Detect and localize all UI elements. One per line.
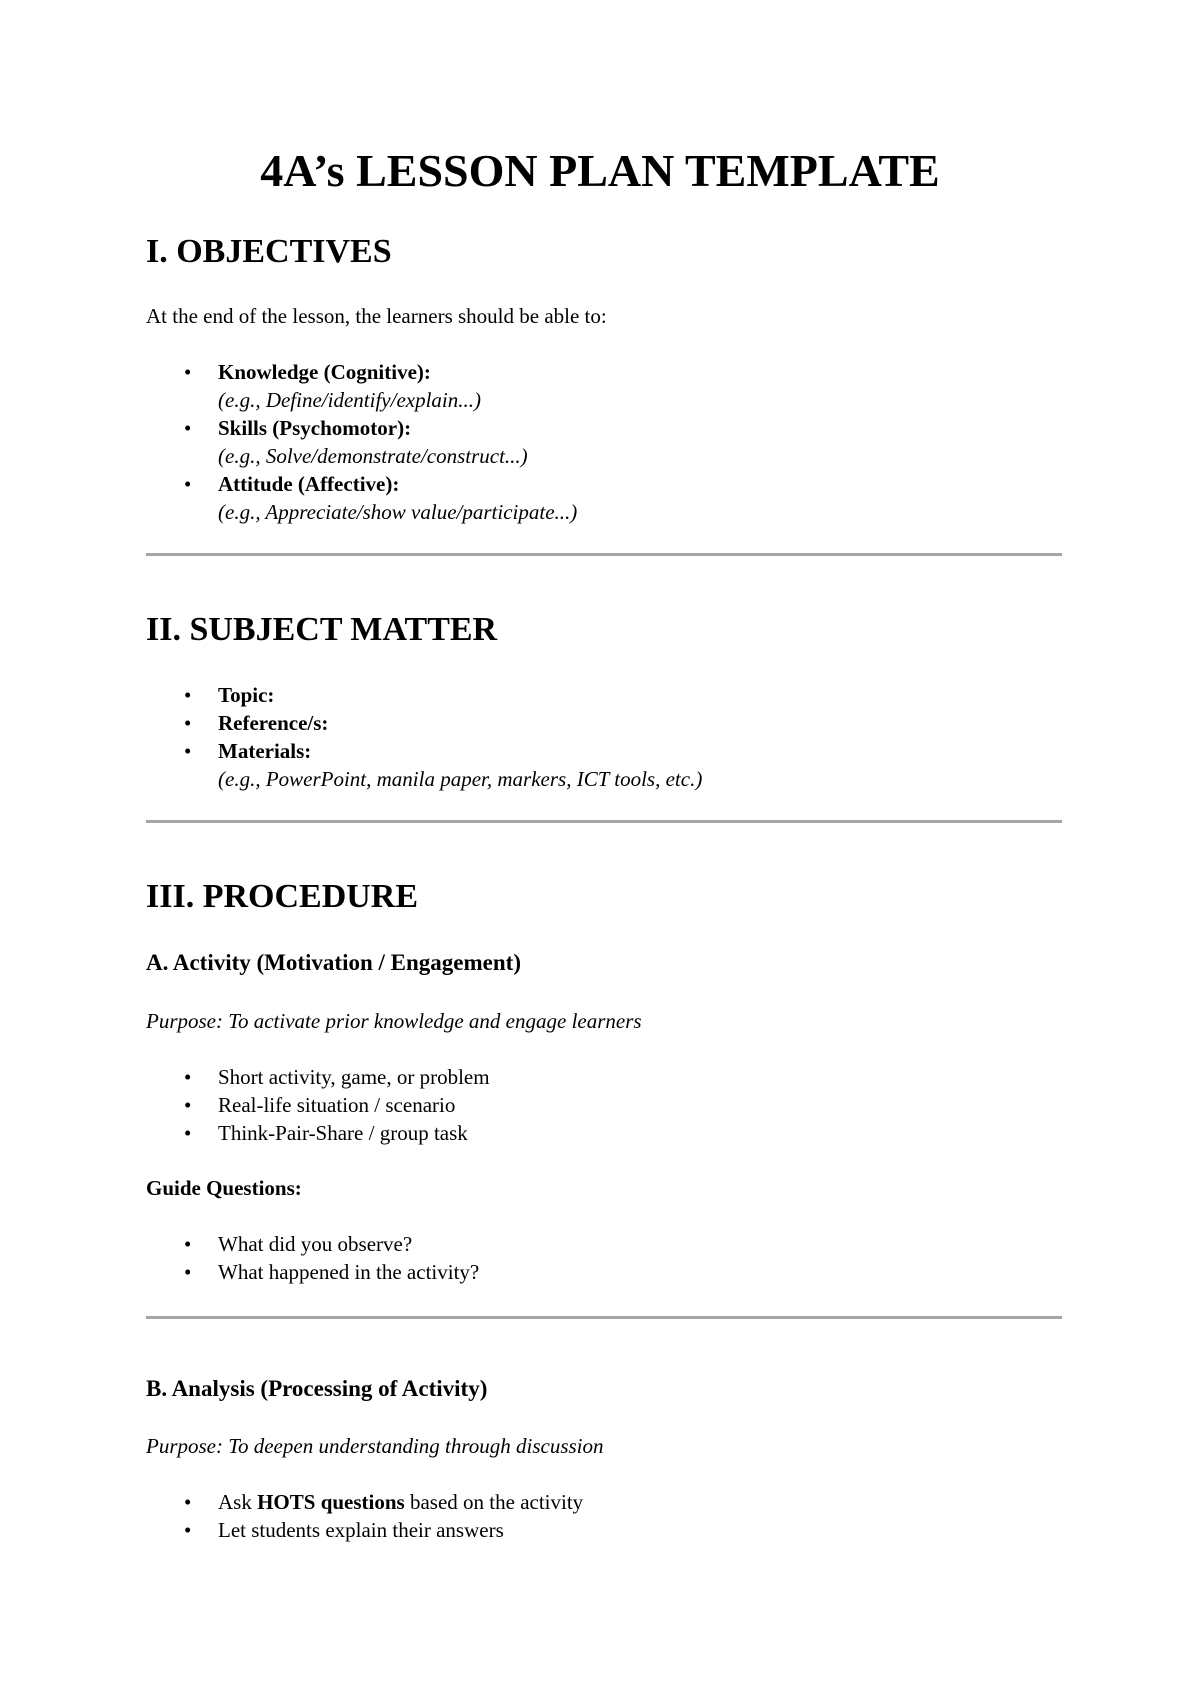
activity-item <box>146 1091 1066 1119</box>
analysis-item-text-post: based on the activity <box>404 1490 584 1514</box>
subject-label: Materials: <box>218 739 312 763</box>
guide-questions-label: Guide Questions: <box>146 1176 302 1200</box>
objective-label: Skills (Psychomotor): <box>218 416 412 440</box>
bullet-icon: • <box>184 1232 192 1256</box>
procedure-heading: III. PROCEDURE <box>146 878 419 915</box>
analysis-purpose: Purpose: To deepen understanding through discussion <box>146 1434 604 1458</box>
subject-label: Topic: <box>218 683 275 707</box>
section-divider <box>146 553 1062 556</box>
bullet-icon: • <box>184 1121 192 1145</box>
analysis-heading: B. Analysis (Processing of Activity) <box>146 1376 488 1401</box>
objective-item-knowledge <box>146 358 1066 414</box>
bullet-icon: • <box>184 739 192 763</box>
bullet-icon: • <box>184 360 192 384</box>
bullet-icon: • <box>184 683 192 707</box>
objective-label: Attitude (Affective): <box>218 472 400 496</box>
guide-question-item <box>146 1258 1066 1286</box>
objective-item-skills <box>146 414 1066 470</box>
objective-example: (e.g., Define/identify/explain...) <box>218 388 481 412</box>
bullet-icon: • <box>184 1490 192 1514</box>
activity-purpose: Purpose: To activate prior knowledge and engage learners <box>146 1009 642 1033</box>
activity-item-text: Think-Pair-Share / group task <box>218 1121 468 1145</box>
activity-item <box>146 1119 1066 1147</box>
objective-label: Knowledge (Cognitive): <box>218 360 431 384</box>
activity-item-text: Real-life situation / scenario <box>218 1093 456 1117</box>
bullet-icon: • <box>184 1065 192 1089</box>
activity-item <box>146 1063 1066 1091</box>
guide-question-item <box>146 1230 1066 1258</box>
objective-example: (e.g., Solve/demonstrate/construct...) <box>218 444 528 468</box>
subject-item-topic <box>146 681 1066 709</box>
guide-question-text: What did you observe? <box>218 1232 413 1256</box>
subject-item-materials <box>146 737 1066 793</box>
bullet-icon: • <box>184 472 192 496</box>
objectives-heading: I. OBJECTIVES <box>146 233 392 270</box>
section-divider <box>146 1316 1062 1319</box>
objectives-list <box>146 358 1066 526</box>
analysis-list <box>146 1488 1066 1544</box>
analysis-item <box>146 1488 1066 1516</box>
subject-matter-heading: II. SUBJECT MATTER <box>146 611 498 648</box>
document-title: 4A’s LESSON PLAN TEMPLATE <box>260 145 940 196</box>
activity-list <box>146 1063 1066 1147</box>
section-divider <box>146 820 1062 823</box>
subject-label: Reference/s: <box>218 711 329 735</box>
objectives-intro: At the end of the lesson, the learners should be able to: <box>146 304 607 328</box>
bullet-icon: • <box>184 1093 192 1117</box>
guide-questions-list <box>146 1230 1066 1286</box>
subject-item-references <box>146 709 1066 737</box>
activity-heading: A. Activity (Motivation / Engagement) <box>146 950 521 975</box>
analysis-item-text-bold: HOTS questions <box>257 1490 405 1514</box>
activity-item-text: Short activity, game, or problem <box>218 1065 490 1089</box>
analysis-item-text: Let students explain their answers <box>218 1518 504 1542</box>
bullet-icon: • <box>184 1260 192 1284</box>
analysis-item <box>146 1516 1066 1544</box>
bullet-icon: • <box>184 416 192 440</box>
bullet-icon: • <box>184 711 192 735</box>
objective-item-attitude <box>146 470 1066 526</box>
objective-example: (e.g., Appreciate/show value/participate...) <box>218 500 578 524</box>
analysis-item-text-pre: Ask <box>218 1490 258 1514</box>
subject-matter-list <box>146 681 1066 793</box>
subject-example: (e.g., PowerPoint, manila paper, markers, ICT tools, etc.) <box>218 767 703 791</box>
bullet-icon: • <box>184 1518 192 1542</box>
guide-question-text: What happened in the activity? <box>218 1260 480 1284</box>
